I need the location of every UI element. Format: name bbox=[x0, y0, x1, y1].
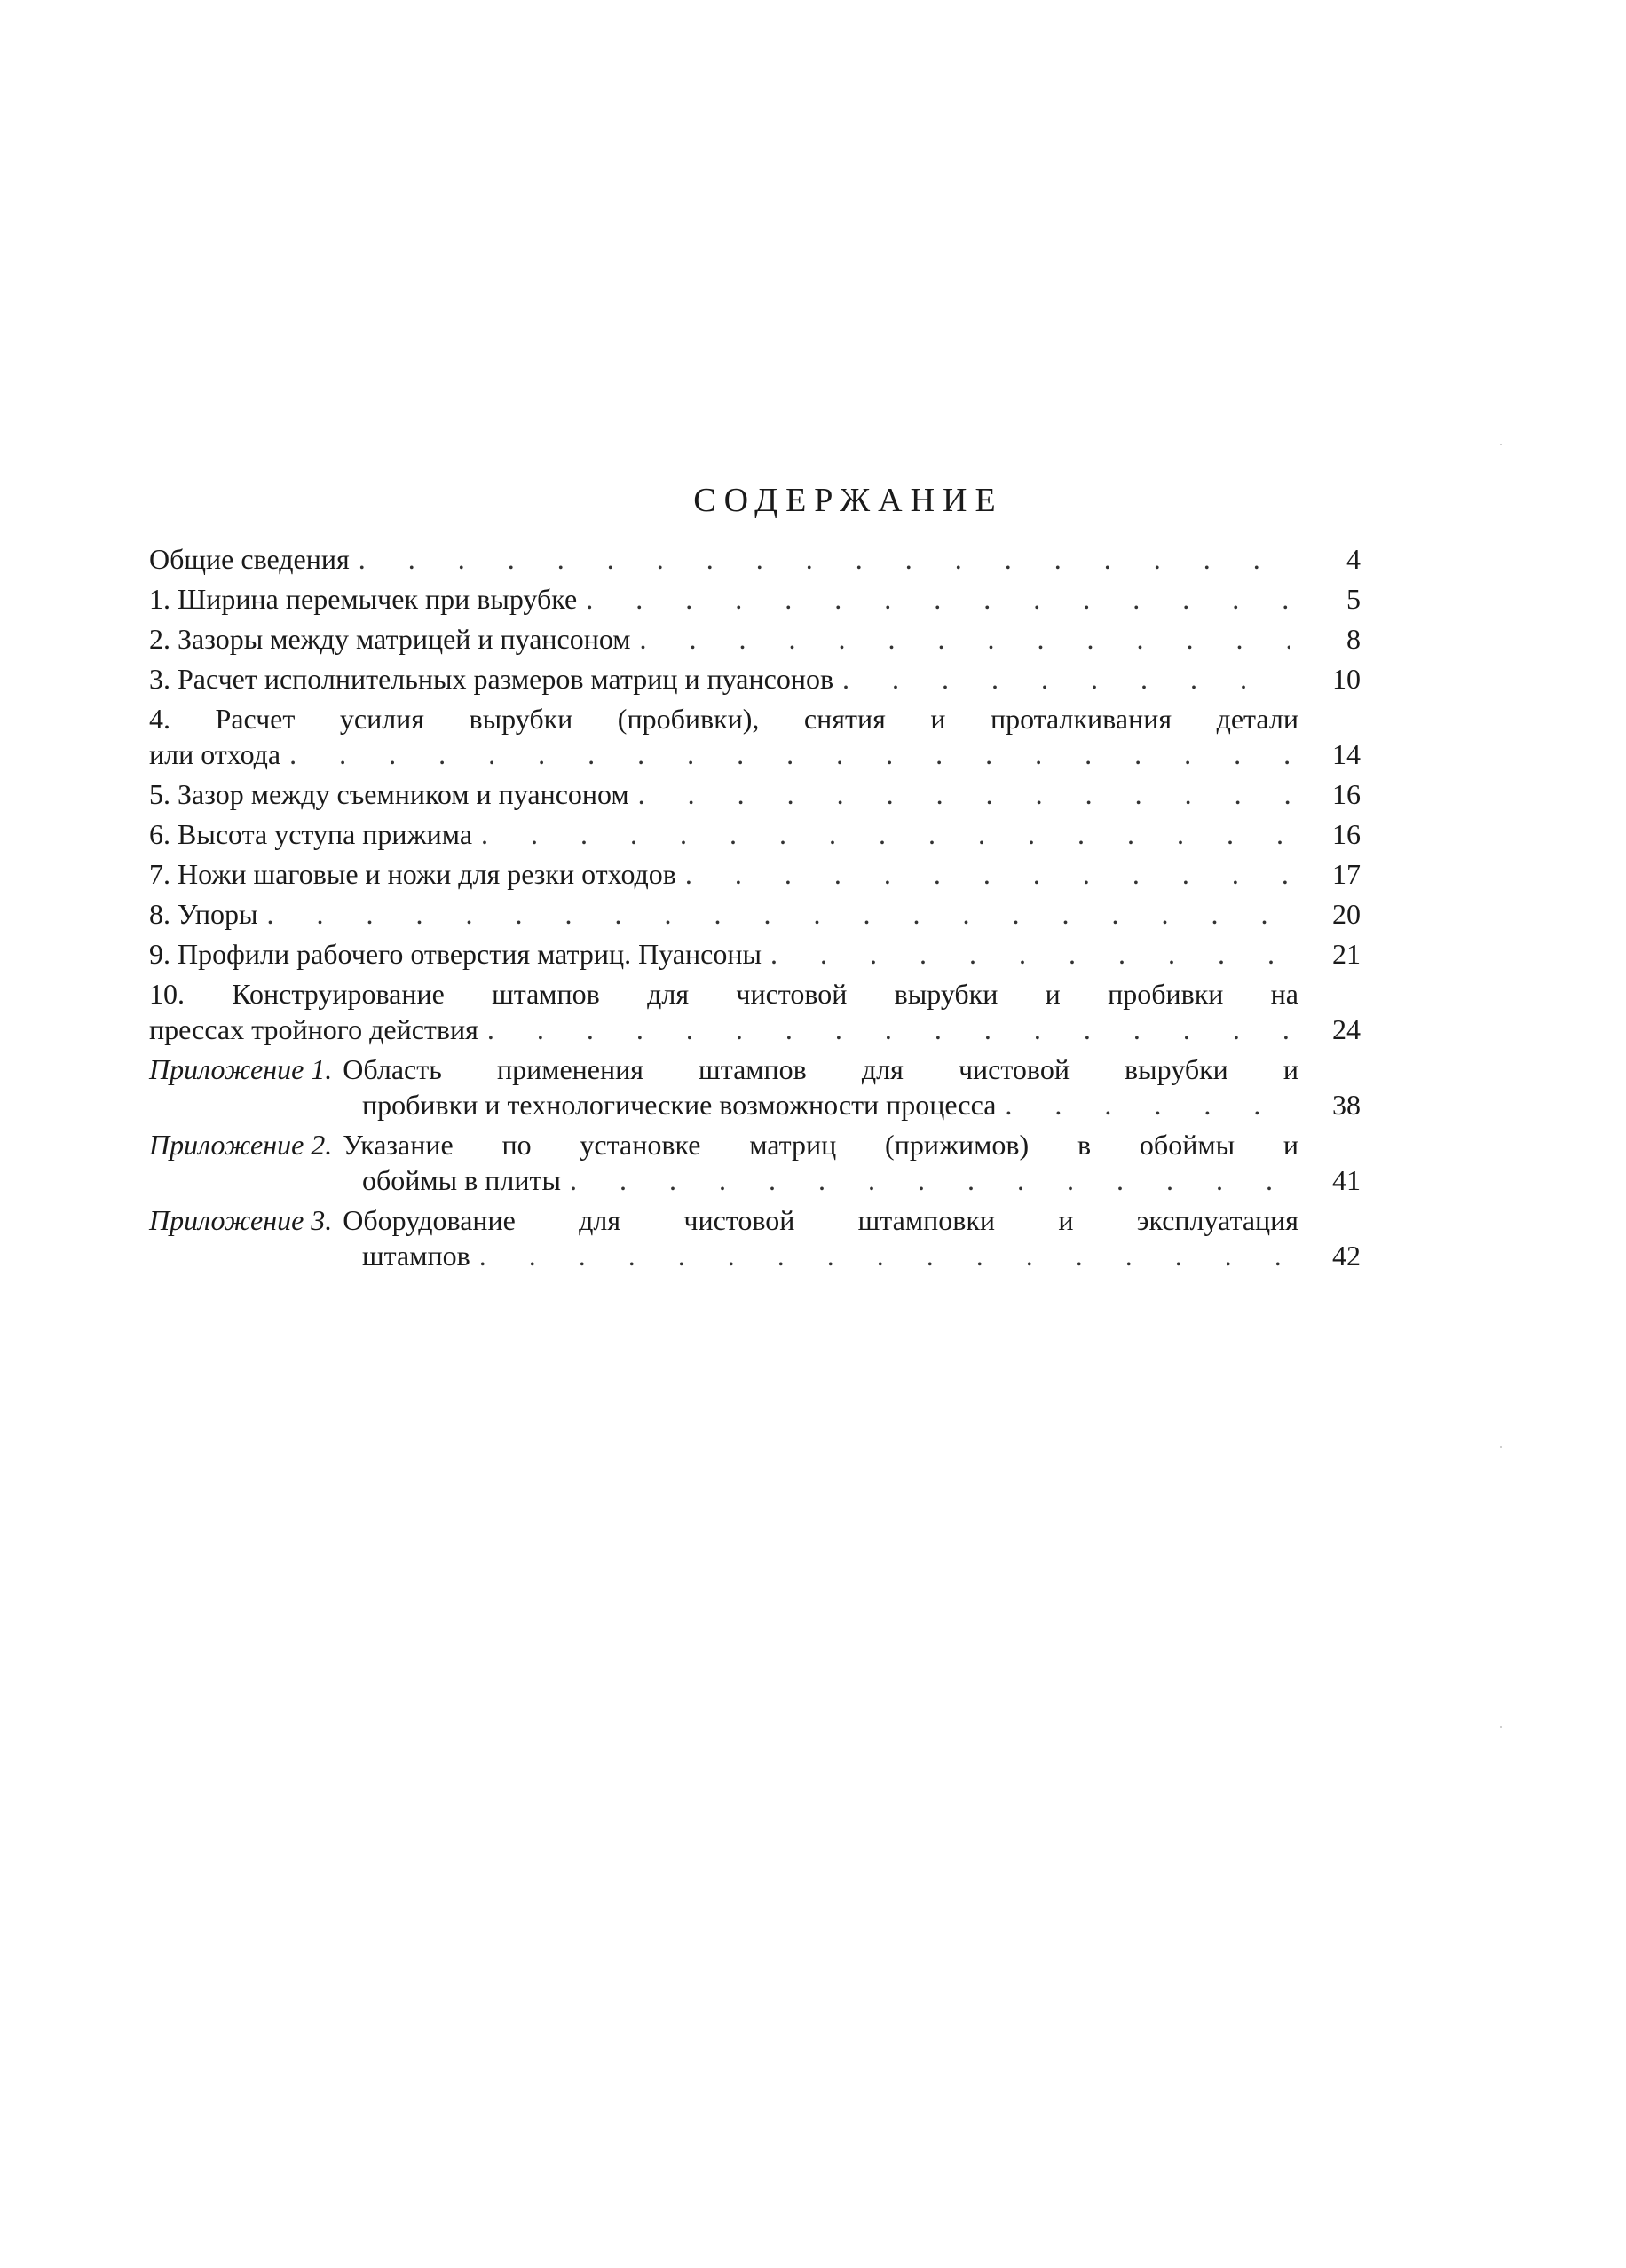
toc-entry-page: 16 bbox=[1332, 818, 1361, 850]
appendix-prefix: Приложение 1. bbox=[149, 1053, 333, 1085]
toc-entry-label-line1: Оборудование для чистовой штамповки и эксплуатация bbox=[343, 1204, 1298, 1236]
toc-entry-page: 41 bbox=[1332, 1164, 1361, 1196]
leader-dots bbox=[479, 1238, 1290, 1273]
toc-entry-label-line2: пробивки и технологические возможности процесса bbox=[362, 1089, 997, 1121]
toc-entry-label-line1: Указание по установке матриц (прижимов) в обоймы и bbox=[343, 1129, 1298, 1161]
toc-entry-page: 17 bbox=[1332, 858, 1361, 890]
toc-entry-label-line2: обоймы в плиты bbox=[362, 1164, 561, 1196]
appendix-prefix: Приложение 3. bbox=[149, 1204, 333, 1236]
toc-entry-7 bbox=[149, 856, 1361, 892]
leader-dots bbox=[359, 541, 1290, 577]
toc-appendix-2 bbox=[149, 1127, 1361, 1198]
toc-entry-label-line2: штампов bbox=[362, 1240, 470, 1272]
toc-entry-page: 20 bbox=[1332, 898, 1361, 930]
toc-entry-8 bbox=[149, 896, 1361, 932]
toc-entry-3 bbox=[149, 661, 1361, 697]
toc-entry-label: 5. Зазор между съемником и пуансоном bbox=[149, 778, 629, 810]
toc-entry-label-line1: 10. Конструирование штампов для чистовой вырубки и пробивки на bbox=[149, 978, 1298, 1010]
leader-dots bbox=[842, 661, 1290, 697]
toc-entry-label-line2: прессах тройного действия bbox=[149, 1013, 478, 1045]
leader-dots bbox=[487, 1012, 1290, 1047]
toc-entry-page: 38 bbox=[1332, 1089, 1361, 1121]
toc-entry-label: 9. Профили рабочего отверстия матриц. Пуансоны bbox=[149, 938, 762, 970]
toc-entry-label: 2. Зазоры между матрицей и пуансоном bbox=[149, 623, 631, 655]
toc-entry-page: 42 bbox=[1332, 1240, 1361, 1272]
leader-dots bbox=[289, 736, 1290, 772]
toc-entry-10 bbox=[149, 976, 1361, 1047]
toc-entry-label-line1: Область применения штампов для чистовой вырубки и bbox=[343, 1053, 1298, 1085]
table-of-contents bbox=[149, 541, 1361, 1273]
toc-title: СОДЕРЖАНИЕ bbox=[693, 482, 1004, 519]
scan-speck bbox=[1500, 444, 1502, 445]
toc-entry-page: 10 bbox=[1332, 663, 1361, 695]
leader-dots bbox=[640, 621, 1290, 657]
leader-dots bbox=[266, 896, 1290, 932]
toc-entry-label: 3. Расчет исполнительных размеров матриц и пуансонов bbox=[149, 663, 834, 695]
toc-entry-label: 7. Ножи шаговые и ножи для резки отходов bbox=[149, 858, 676, 890]
toc-entry-label-line1: 4. Расчет усилия вырубки (пробивки), снятия и проталкивания детали bbox=[149, 703, 1298, 735]
toc-entry-9 bbox=[149, 936, 1361, 972]
toc-appendix-3 bbox=[149, 1202, 1361, 1273]
toc-entry-page: 16 bbox=[1332, 778, 1361, 810]
toc-entry-4 bbox=[149, 701, 1361, 772]
toc-entry-label: 8. Упоры bbox=[149, 898, 258, 930]
toc-appendix-1 bbox=[149, 1051, 1361, 1122]
toc-entry-page: 21 bbox=[1332, 938, 1361, 970]
toc-entry-page: 4 bbox=[1346, 543, 1361, 575]
toc-entry-general bbox=[149, 541, 1361, 577]
toc-entry-label: 6. Высота уступа прижима bbox=[149, 818, 473, 850]
toc-entry-6 bbox=[149, 816, 1361, 852]
appendix-prefix: Приложение 2. bbox=[149, 1129, 333, 1161]
leader-dots bbox=[1005, 1087, 1290, 1122]
toc-entry-2 bbox=[149, 621, 1361, 657]
toc-entry-1 bbox=[149, 581, 1361, 617]
toc-entry-label: Общие сведения bbox=[149, 543, 350, 575]
leader-dots bbox=[685, 856, 1290, 892]
toc-entry-label-line2: или отхода bbox=[149, 738, 281, 770]
toc-entry-5 bbox=[149, 776, 1361, 812]
toc-entry-label: 1. Ширина перемычек при вырубке bbox=[149, 583, 578, 615]
leader-dots bbox=[770, 936, 1290, 972]
toc-entry-page: 14 bbox=[1332, 738, 1361, 770]
leader-dots bbox=[481, 816, 1290, 852]
leader-dots bbox=[586, 581, 1290, 617]
toc-entry-page: 5 bbox=[1346, 583, 1361, 615]
toc-entry-page: 8 bbox=[1346, 623, 1361, 655]
leader-dots bbox=[638, 776, 1290, 812]
scan-speck bbox=[1500, 1726, 1502, 1728]
toc-entry-page: 24 bbox=[1332, 1013, 1361, 1045]
scan-speck bbox=[1500, 1446, 1502, 1448]
leader-dots bbox=[570, 1162, 1290, 1198]
